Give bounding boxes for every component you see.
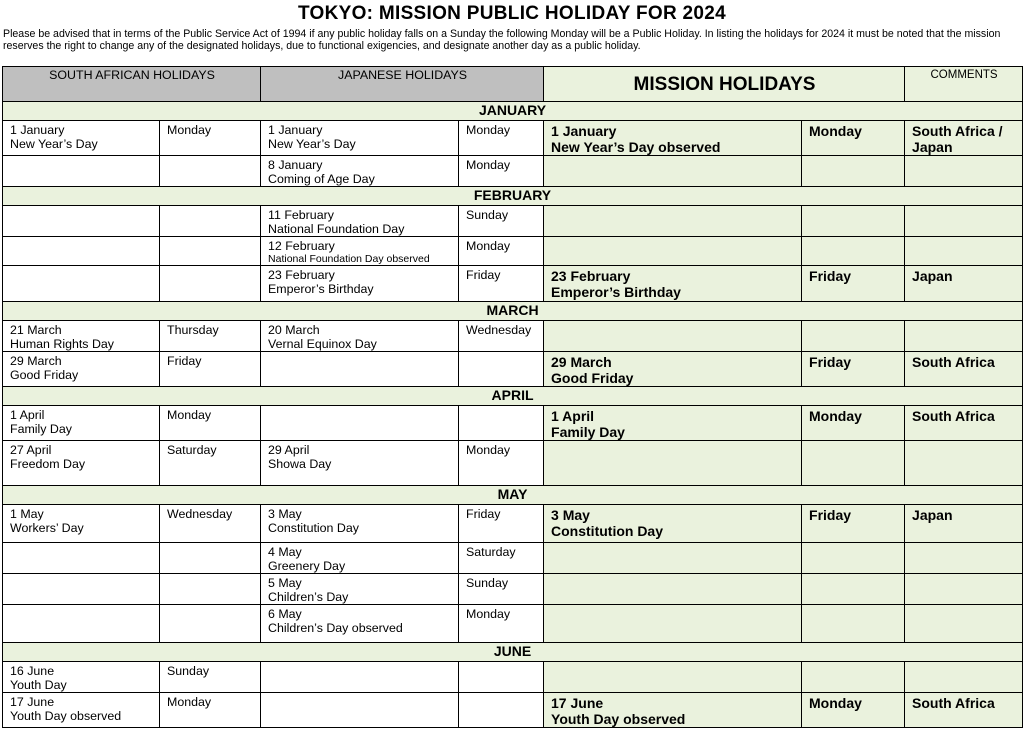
table-row [3, 156, 1023, 187]
intro-paragraph: Please be advised that in terms of the Public Service Act of 1994 if any public holiday falls on a Sunday the following Monday will be a Public Holiday. In listing the holidays for 2024 it must be noted that the mission reserves the right to change any of the designated holidays, due to functional exigencies, and designate another day as a public holiday. [3, 28, 1001, 52]
comment-cell [905, 156, 1023, 187]
holiday-table [2, 66, 1023, 728]
sa-name: Workers’ Day [10, 521, 84, 535]
sa-holiday-cell [3, 543, 160, 574]
sa-holiday-cell [3, 505, 160, 543]
sa-date: 21 March [10, 323, 62, 337]
mission-date: 1 April [551, 408, 595, 424]
mission-day-cell: Monday [802, 693, 905, 728]
comment-cell [905, 121, 1023, 156]
comment-cell [905, 321, 1023, 352]
jp-day-cell: Friday [459, 266, 544, 302]
jp-holiday-cell [261, 605, 459, 643]
mission-holiday-cell [544, 662, 802, 693]
jp-day-cell: Friday [459, 505, 544, 543]
jp-date: 29 April [268, 443, 310, 457]
mission-date: 17 June [551, 695, 604, 711]
jp-name: Greenery Day [268, 559, 346, 573]
table-row [3, 121, 1023, 156]
mission-holiday-cell [544, 237, 802, 266]
comment-cell: South Africa [905, 352, 1023, 387]
sa-holiday-cell [3, 574, 160, 605]
sa-date: 27 April [10, 443, 52, 457]
sa-name: Youth Day observed [10, 709, 122, 723]
jp-date: 1 January [268, 123, 323, 137]
jp-holiday-cell [261, 505, 459, 543]
jp-date: 23 February [268, 268, 335, 282]
jp-holiday-cell [261, 321, 459, 352]
comment-cell [905, 574, 1023, 605]
mission-day-cell: Monday [802, 406, 905, 441]
comment-line: Japan [912, 139, 953, 155]
table-row [3, 206, 1023, 237]
jp-name: National Foundation Day observed [268, 253, 430, 265]
page-title: TOKYO: MISSION PUBLIC HOLIDAY FOR 2024 [297, 3, 727, 24]
comment-cell [905, 543, 1023, 574]
sa-holiday-cell [3, 605, 160, 643]
sa-day-cell [160, 156, 261, 187]
header-row [3, 67, 1023, 102]
jp-date: 6 May [268, 607, 302, 621]
table-row [3, 441, 1023, 486]
jp-day-cell: Monday [459, 605, 544, 643]
mission-holiday-cell [544, 693, 802, 728]
jp-day-cell: Saturday [459, 543, 544, 574]
comment-cell: Japan [905, 505, 1023, 543]
sa-name: Human Rights Day [10, 337, 114, 351]
mission-holiday-cell [544, 121, 802, 156]
mission-day-cell [802, 543, 905, 574]
sa-day-cell [160, 543, 261, 574]
jp-day-cell [459, 662, 544, 693]
jp-date: 8 January [268, 158, 323, 172]
sa-holiday-cell [3, 441, 160, 486]
jp-day-cell: Monday [459, 441, 544, 486]
table-row [3, 321, 1023, 352]
sa-day-cell [160, 206, 261, 237]
sa-date: 17 June [10, 695, 55, 709]
sa-day-cell: Monday [160, 406, 261, 441]
jp-holiday-cell [261, 156, 459, 187]
mission-day-cell: Friday [802, 352, 905, 387]
mission-day-cell: Friday [802, 505, 905, 543]
table-row [3, 352, 1023, 387]
comment-cell: South Africa [905, 693, 1023, 728]
jp-holiday-cell [261, 693, 459, 728]
mission-day-cell [802, 321, 905, 352]
mission-holiday-cell [544, 406, 802, 441]
month-label: APRIL [3, 387, 1023, 406]
mission-holiday-cell [544, 605, 802, 643]
sa-day-cell [160, 266, 261, 302]
sa-holiday-cell [3, 237, 160, 266]
jp-name: Emperor’s Birthday [268, 282, 374, 296]
jp-name: Showa Day [268, 457, 332, 471]
comment-cell [905, 237, 1023, 266]
mission-day-cell [802, 574, 905, 605]
comment-cell: Japan [905, 266, 1023, 302]
month-label: MAY [3, 486, 1023, 505]
mission-day-cell [802, 605, 905, 643]
header-mission: MISSION HOLIDAYS [544, 67, 905, 102]
month-row-february [3, 187, 1023, 206]
sa-date: 1 April [10, 408, 45, 422]
jp-day-cell: Wednesday [459, 321, 544, 352]
sa-date: 1 January [10, 123, 65, 137]
month-label: JANUARY [3, 102, 1023, 121]
table-row [3, 505, 1023, 543]
sa-holiday-cell [3, 321, 160, 352]
mission-holiday-cell [544, 352, 802, 387]
sa-holiday-cell [3, 693, 160, 728]
comment-cell [905, 662, 1023, 693]
sa-day-cell: Monday [160, 121, 261, 156]
mission-date: 1 January [551, 123, 617, 139]
jp-day-cell [459, 406, 544, 441]
sa-date: 1 May [10, 507, 44, 521]
jp-date: 12 February [268, 239, 335, 253]
table-row [3, 266, 1023, 302]
mission-day-cell [802, 156, 905, 187]
mission-day-cell: Monday [802, 121, 905, 156]
sa-holiday-cell [3, 406, 160, 441]
mission-holiday-cell [544, 321, 802, 352]
jp-holiday-cell [261, 121, 459, 156]
sa-name: Good Friday [10, 368, 79, 382]
jp-date: 5 May [268, 576, 302, 590]
header-comments: COMMENTS [905, 67, 1023, 102]
mission-day-cell: Friday [802, 266, 905, 302]
mission-date: 3 May [551, 507, 590, 523]
sa-date: 29 March [10, 354, 62, 368]
jp-day-cell: Monday [459, 121, 544, 156]
jp-date: 4 May [268, 545, 302, 559]
sa-day-cell: Friday [160, 352, 261, 387]
sa-holiday-cell [3, 156, 160, 187]
jp-name: New Year’s Day [268, 137, 356, 151]
jp-holiday-cell [261, 406, 459, 441]
mission-holiday-cell [544, 266, 802, 302]
sa-day-cell [160, 237, 261, 266]
jp-name: National Foundation Day [268, 222, 405, 236]
mission-name: Good Friday [551, 370, 634, 386]
header-south-african: SOUTH AFRICAN HOLIDAYS [3, 67, 261, 102]
sa-holiday-cell [3, 206, 160, 237]
mission-holiday-cell [544, 441, 802, 486]
jp-date: 3 May [268, 507, 302, 521]
jp-holiday-cell [261, 206, 459, 237]
jp-holiday-cell [261, 574, 459, 605]
header-japanese: JAPANESE HOLIDAYS [261, 67, 544, 102]
mission-holiday-cell [544, 543, 802, 574]
jp-holiday-cell [261, 662, 459, 693]
jp-name: Coming of Age Day [268, 172, 375, 186]
mission-name: Constitution Day [551, 523, 664, 539]
month-row-june [3, 643, 1023, 662]
sa-holiday-cell [3, 662, 160, 693]
jp-name: Children’s Day observed [268, 621, 403, 635]
jp-name: Children’s Day [268, 590, 349, 604]
mission-date: 29 March [551, 354, 612, 370]
jp-date: 11 February [268, 208, 334, 222]
mission-day-cell [802, 237, 905, 266]
month-label: MARCH [3, 302, 1023, 321]
jp-day-cell [459, 693, 544, 728]
table-row [3, 237, 1023, 266]
jp-holiday-cell [261, 352, 459, 387]
month-row-march [3, 302, 1023, 321]
table-row [3, 543, 1023, 574]
jp-day-cell: Monday [459, 237, 544, 266]
jp-date: 20 March [268, 323, 320, 337]
mission-day-cell [802, 206, 905, 237]
table-row [3, 662, 1023, 693]
month-row-january [3, 102, 1023, 121]
sa-day-cell: Monday [160, 693, 261, 728]
mission-day-cell [802, 441, 905, 486]
jp-holiday-cell [261, 266, 459, 302]
sa-day-cell: Saturday [160, 441, 261, 486]
month-row-april [3, 387, 1023, 406]
sa-name: New Year’s Day [10, 137, 98, 151]
jp-name: Constitution Day [268, 521, 359, 535]
sa-day-cell [160, 605, 261, 643]
sa-date: 16 June [10, 664, 55, 678]
comment-cell: South Africa [905, 406, 1023, 441]
mission-name: Family Day [551, 424, 625, 440]
comment-cell [905, 605, 1023, 643]
sa-name: Freedom Day [10, 457, 86, 471]
jp-name: Vernal Equinox Day [268, 337, 377, 351]
comment-cell [905, 441, 1023, 486]
mission-holiday-cell [544, 156, 802, 187]
jp-day-cell: Sunday [459, 574, 544, 605]
jp-holiday-cell [261, 441, 459, 486]
mission-holiday-cell [544, 206, 802, 237]
mission-name: New Year’s Day observed [551, 139, 721, 155]
table-row [3, 693, 1023, 728]
mission-name: Youth Day observed [551, 711, 686, 727]
sa-holiday-cell [3, 266, 160, 302]
mission-name: Emperor’s Birthday [551, 284, 681, 300]
comment-cell [905, 206, 1023, 237]
month-label: FEBRUARY [3, 187, 1023, 206]
mission-holiday-cell [544, 574, 802, 605]
jp-day-cell [459, 352, 544, 387]
jp-holiday-cell [261, 237, 459, 266]
sa-day-cell: Sunday [160, 662, 261, 693]
sa-holiday-cell [3, 352, 160, 387]
sa-holiday-cell [3, 121, 160, 156]
jp-day-cell: Monday [459, 156, 544, 187]
mission-day-cell [802, 662, 905, 693]
sa-name: Family Day [10, 422, 72, 436]
table-row [3, 406, 1023, 441]
mission-holiday-cell [544, 505, 802, 543]
sa-name: Youth Day [10, 678, 67, 692]
month-row-may [3, 486, 1023, 505]
sa-day-cell [160, 574, 261, 605]
table-row [3, 605, 1023, 643]
table-row [3, 574, 1023, 605]
mission-date: 23 February [551, 268, 631, 284]
comment-line: South Africa / [912, 123, 1003, 139]
jp-day-cell: Sunday [459, 206, 544, 237]
sa-day-cell: Thursday [160, 321, 261, 352]
jp-holiday-cell [261, 543, 459, 574]
sa-day-cell: Wednesday [160, 505, 261, 543]
month-label: JUNE [3, 643, 1023, 662]
